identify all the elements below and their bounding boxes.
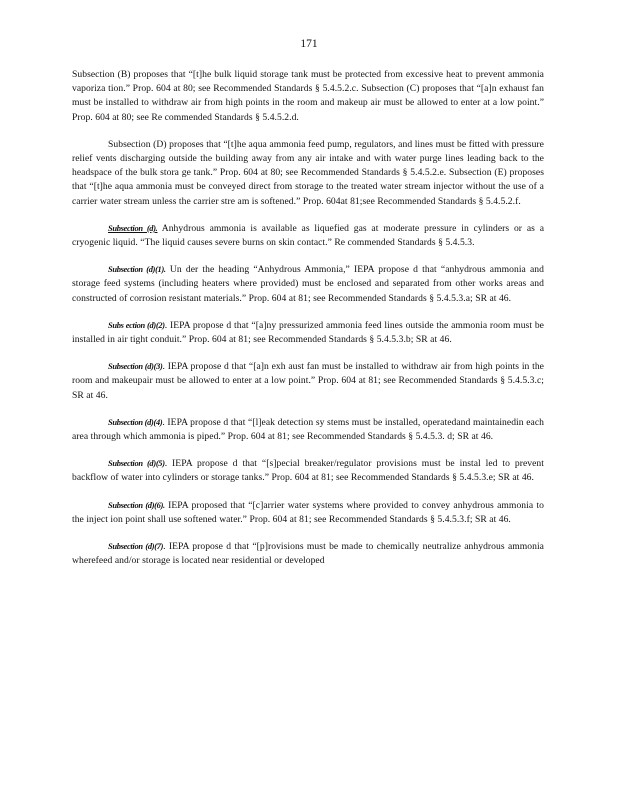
paragraph-1 — [72, 68, 544, 125]
paragraph-text: Subsection (B) proposes that “[t]he bulk liquid storage tank must be protected from excessive heat to prevent ammonia vaporiza tion.” Prop. 604 at 80; see Recommended Standards § 5.4.5.2.c. Subsection (C) proposes that “[a]n exhaust fan must be installed to withdraw air from high points in the room and makeup air must be allowed to enter at a low point.” Prop. 604 at 80; see Re commended Standards § 5.4.5.2.d. — [72, 69, 544, 123]
paragraph-6 — [72, 360, 544, 403]
page-number: 171 — [300, 38, 318, 50]
paragraph-text: . IEPA propose d that “[a]ny pressurized ammonia feed lines outside the ammonia room must be installed in air tight conduit.” Prop. 604 at 81; see Recommended Standards § 5.4.5.3.b; SR at 46. — [72, 319, 544, 346]
paragraph-text: . IEPA propose d that “[a]n exh aust fan must be installed to withdraw air from high points in the room and makeupair must be allowed to enter at a low point.” Prop. 604 at 81; see Recommended Standards § 5.4.5.3.c; SR at 46. — [72, 361, 544, 401]
subsection-heading: Subsection (d)(5) — [108, 459, 165, 469]
paragraph-10 — [72, 540, 544, 568]
paragraph-9 — [72, 499, 544, 527]
paragraph-8 — [72, 457, 544, 485]
subsection-heading: Subsection (d)(1). — [108, 265, 166, 275]
document-body — [72, 68, 544, 581]
paragraph-4 — [72, 263, 544, 306]
subsection-heading: Subsection (d)(6). — [108, 500, 165, 510]
paragraph-2 — [72, 138, 544, 209]
paragraph-7 — [72, 416, 544, 444]
paragraph-text: . IEPA propose d that “[p]rovisions must be made to chemically neutralize anhydrous ammonia wherefeed and/or storage is located near residential or developed — [72, 541, 544, 567]
subsection-heading: Subsection (d)(4) — [108, 417, 163, 427]
paragraph-text: . IEPA propose d that “[s]pecial breaker/regulator provisions must be instal led to prevent backflow of water into cylinders or storage tanks.” Prop. 604 at 81; see Recommended Standards § 5.4.5.3.e; SR at 46. — [72, 458, 544, 484]
paragraph-text: IEPA proposed that “[c]arrier water systems where provided to convey anhydrous ammonia to the inject ion point shall use softened water.” Prop. 604 at 81; see Recommended Standards § 5.4.5.3.f; SR at 46. — [72, 499, 545, 525]
subsection-heading: Subs ection (d)(2) — [108, 320, 165, 330]
subsection-heading: Subsection (d). — [108, 223, 158, 233]
paragraph-5 — [72, 319, 544, 347]
paragraph-3 — [72, 222, 544, 250]
paragraph-text: Anhydrous ammonia is available as liquefied gas at moderate pressure in cylinders or as a cryogenic liquid. “The liquid causes severe burns on skin contact.” Re commended Standards § 5.4.5.3. — [72, 222, 544, 249]
subsection-heading: Subsection (d)(7) — [108, 542, 164, 552]
paragraph-text: . IEPA propose d that “[l]eak detection sy stems must be installed, operatedand maintainedin each area through which ammonia is piped.” Prop. 604 at 81; see Recommended Standards § 5.4.5.3. d; SR at 46. — [72, 416, 544, 443]
subsection-heading: Subsection (d)(3) — [108, 362, 163, 372]
paragraph-text: Un der the heading “Anhydrous Ammonia,” IEPA propose d that “anhydrous ammonia and storage feed systems (including heaters where provided) must be enclosed and separated from other works areas and constructed of corrosion resistant materials.” Prop. 604 at 81; see Recommended Standards § 5.4.5.3.a; SR at 46. — [72, 264, 545, 304]
paragraph-text: Subsection (D) proposes that “[t]he aqua ammonia feed pump, regulators, and lines must be fitted with pressure relief vents discharging outside the building away from any air intake and with water purge lines leading back to the headspace of the bulk stora ge tank.” Prop. 604 at 80; see Recommended Standards § 5.4.5.2.e. Subsection (E) proposes that “[t]he aqua ammonia must be conveyed direct from storage to the treated water stream injector without the use of a carrier water stream unless the carrier stre am is softened.” Prop. 604at 81;see Recommended Standards § 5.4.5.2.f. — [72, 138, 544, 207]
